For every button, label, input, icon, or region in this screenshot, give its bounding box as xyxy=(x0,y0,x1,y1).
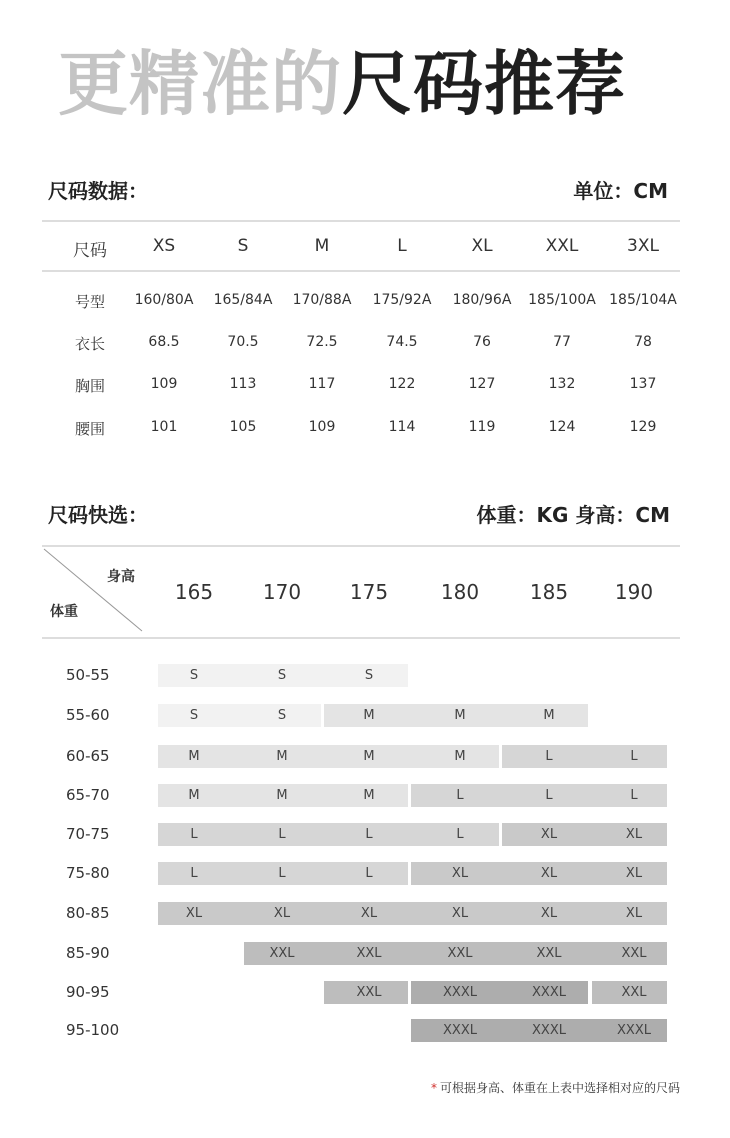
size-recommendation: XXL xyxy=(447,946,473,961)
size-recommendation: XL xyxy=(625,906,643,921)
size-column-header: 3XL xyxy=(627,236,659,256)
size-recommendation: M xyxy=(543,708,555,723)
size-column-header: XL xyxy=(471,236,493,256)
height-column-header: 190 xyxy=(614,580,654,604)
size-recommendation: XL xyxy=(451,866,469,881)
size-cell: 124 xyxy=(548,419,576,435)
size-cell: 160/80A xyxy=(134,292,194,308)
size-data-unit: 单位：CM xyxy=(573,179,668,203)
corner-height-label: 身高 xyxy=(107,569,135,585)
size-cell: 68.5 xyxy=(148,334,180,350)
size-recommendation: XXXL xyxy=(443,1023,477,1038)
size-recommendation: M xyxy=(363,749,375,764)
weight-row-label: 50-55 xyxy=(66,666,110,684)
size-recommendation: XL xyxy=(185,906,203,921)
size-recommendation: S xyxy=(277,708,287,723)
divider xyxy=(42,270,680,272)
size-column-header: L xyxy=(397,236,407,256)
size-recommendation: XXXL xyxy=(443,985,477,1000)
footnote-text: 可根据身高、体重在上表中选择相对应的尺码 xyxy=(439,1081,680,1095)
size-cell: 119 xyxy=(468,419,496,435)
quick-select-unit: 体重：KG 身高：CM xyxy=(476,503,670,527)
size-recommendation: XXL xyxy=(621,985,647,1000)
size-recommendation: M xyxy=(363,788,375,803)
size-row-label: 腰围 xyxy=(74,420,105,438)
size-recommendation: L xyxy=(365,866,373,881)
weight-row-label: 60-65 xyxy=(66,747,110,765)
size-header-label: 尺码 xyxy=(73,241,107,261)
page-title xyxy=(58,28,626,129)
height-column-header: 180 xyxy=(440,580,480,604)
size-cell: 132 xyxy=(548,376,576,392)
size-recommendation: L xyxy=(278,866,286,881)
weight-row-label: 65-70 xyxy=(66,786,110,804)
size-cell: 101 xyxy=(150,419,178,435)
size-cell: 77 xyxy=(553,334,571,350)
size-cell: 185/104A xyxy=(609,292,677,308)
weight-row-label: 80-85 xyxy=(66,904,110,922)
quick-select-label: 尺码快选： xyxy=(48,503,148,527)
size-recommendation: M xyxy=(363,708,375,723)
size-cell: 127 xyxy=(468,376,496,392)
size-recommendation: L xyxy=(456,788,464,803)
size-cell: 117 xyxy=(308,376,336,392)
size-recommendation: XL xyxy=(540,906,558,921)
size-cell: 175/92A xyxy=(372,292,432,308)
size-cell: 114 xyxy=(388,419,416,435)
size-recommendation: L xyxy=(630,788,638,803)
size-column-header: M xyxy=(314,236,330,256)
size-cell: 165/84A xyxy=(213,292,273,308)
divider xyxy=(42,220,680,222)
size-recommendation: L xyxy=(456,827,464,842)
size-recommendation: L xyxy=(545,788,553,803)
divider xyxy=(42,637,680,639)
size-cell: 185/100A xyxy=(528,292,596,308)
height-column-header: 175 xyxy=(349,580,389,604)
size-cell: 113 xyxy=(229,376,257,392)
weight-row-label: 95-100 xyxy=(66,1021,120,1039)
weight-row-label: 70-75 xyxy=(66,825,110,843)
size-recommendation: M xyxy=(276,788,288,803)
size-recommendation: XXL xyxy=(269,946,295,961)
size-recommendation: M xyxy=(276,749,288,764)
footnote-star: * xyxy=(430,1081,437,1095)
size-recommendation: L xyxy=(278,827,286,842)
size-recommendation: M xyxy=(454,708,466,723)
size-column-header: XS xyxy=(152,236,176,256)
corner-diagonal xyxy=(42,547,152,637)
size-cell: 129 xyxy=(629,419,657,435)
size-cell: 137 xyxy=(629,376,657,392)
size-cell: 170/88A xyxy=(292,292,352,308)
size-recommendation: S xyxy=(277,668,287,683)
size-cell: 78 xyxy=(634,334,652,350)
height-column-header: 170 xyxy=(262,580,302,604)
size-recommendation: S xyxy=(364,668,374,683)
size-recommendation: M xyxy=(454,749,466,764)
size-recommendation: XXXL xyxy=(532,1023,566,1038)
size-recommendation: L xyxy=(190,866,198,881)
size-recommendation: L xyxy=(630,749,638,764)
weight-row-label: 90-95 xyxy=(66,983,110,1001)
size-cell: 76 xyxy=(473,334,491,350)
height-column-header: 165 xyxy=(174,580,214,604)
size-recommendation: XL xyxy=(540,827,558,842)
size-recommendation: XXL xyxy=(621,946,647,961)
size-recommendation: L xyxy=(365,827,373,842)
size-recommendation: M xyxy=(188,749,200,764)
size-column-header: XXL xyxy=(545,236,579,256)
size-row-label: 胸围 xyxy=(74,377,105,395)
size-recommendation: XXXL xyxy=(617,1023,651,1038)
size-column-header: S xyxy=(237,236,249,256)
weight-row-label: 55-60 xyxy=(66,706,110,724)
size-recommendation: XXL xyxy=(536,946,562,961)
height-column-header: 185 xyxy=(529,580,569,604)
footnote xyxy=(431,1079,680,1096)
size-cell: 180/96A xyxy=(452,292,512,308)
size-cell: 109 xyxy=(308,419,336,435)
size-recommendation: XL xyxy=(273,906,291,921)
corner-weight-label: 体重 xyxy=(50,604,78,620)
size-recommendation: M xyxy=(188,788,200,803)
size-cell: 122 xyxy=(388,376,416,392)
size-cell: 72.5 xyxy=(306,334,338,350)
title-dark: 尺码推荐 xyxy=(342,43,626,125)
size-cell: 109 xyxy=(150,376,178,392)
size-cell: 70.5 xyxy=(227,334,259,350)
size-cell: 74.5 xyxy=(386,334,418,350)
size-row-label: 衣长 xyxy=(74,335,105,353)
size-recommendation: L xyxy=(545,749,553,764)
size-recommendation: XL xyxy=(625,827,643,842)
size-recommendation: XL xyxy=(451,906,469,921)
weight-row-label: 85-90 xyxy=(66,944,110,962)
size-recommendation: XL xyxy=(625,866,643,881)
size-recommendation: XXXL xyxy=(532,985,566,1000)
weight-row-label: 75-80 xyxy=(66,864,110,882)
size-recommendation: S xyxy=(189,708,199,723)
title-light: 更精准的 xyxy=(58,43,342,125)
size-data-label: 尺码数据： xyxy=(48,179,148,203)
size-recommendation: XXL xyxy=(356,946,382,961)
size-bar xyxy=(158,902,667,925)
size-recommendation: XL xyxy=(360,906,378,921)
size-recommendation: L xyxy=(190,827,198,842)
size-recommendation: XXL xyxy=(356,985,382,1000)
size-recommendation: S xyxy=(189,668,199,683)
size-row-label: 号型 xyxy=(74,293,105,311)
size-recommendation: XL xyxy=(540,866,558,881)
size-cell: 105 xyxy=(229,419,257,435)
